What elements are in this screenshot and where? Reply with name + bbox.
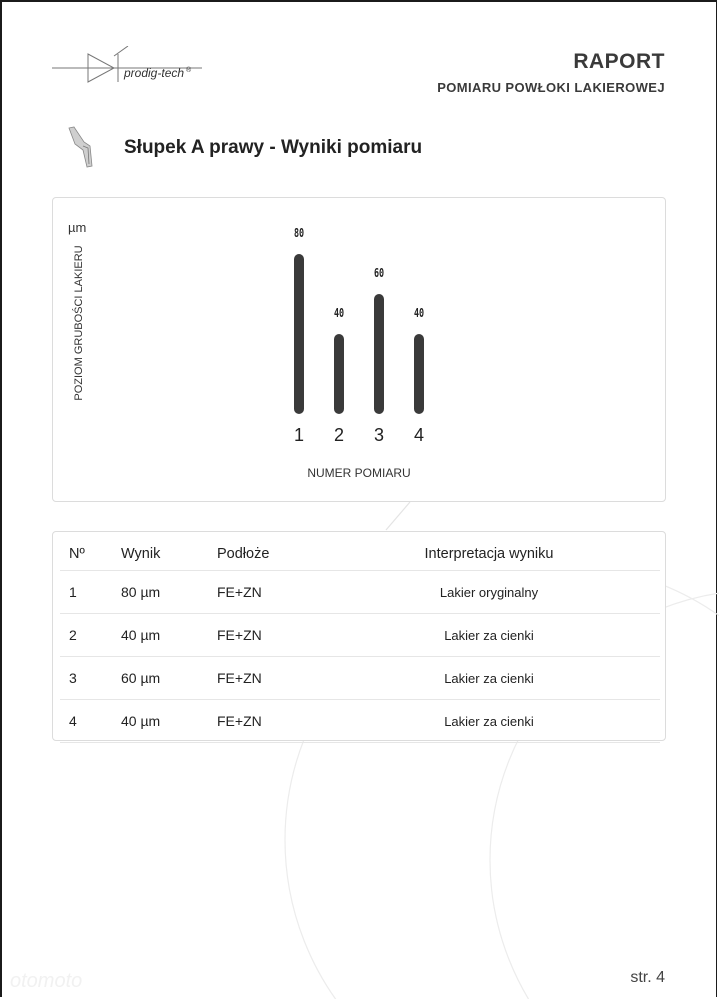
cell-interpretation: Lakier za cienki (318, 614, 660, 657)
chart-data-label-1: 80 (293, 226, 305, 240)
chart-tick-label-2: 2 (333, 425, 345, 445)
cell-substrate: FE+ZN (216, 614, 318, 657)
cell-substrate: FE+ZN (216, 571, 318, 614)
chart-bar-4 (414, 334, 424, 414)
results-table-card (52, 531, 666, 741)
cell-interpretation: Lakier za cienki (318, 700, 660, 743)
table-row (60, 571, 660, 614)
report-title: RAPORT (573, 50, 665, 73)
header-number: Nº (69, 546, 85, 562)
header-result: Wynik (121, 546, 161, 562)
cell-substrate: FE+ZN (216, 700, 318, 743)
table-row (60, 700, 660, 743)
results-table (60, 538, 660, 743)
cell-result: 40 µm (120, 700, 216, 743)
logo-text: prodig-tech ® (124, 66, 192, 80)
cell-number: 1 (60, 571, 120, 614)
header-interpretation: Interpretacja wyniku (424, 546, 554, 562)
cell-interpretation: Lakier oryginalny (318, 571, 660, 614)
table-header-row (60, 538, 660, 571)
chart-card (52, 197, 666, 502)
chart-data-label-4: 40 (413, 306, 425, 320)
watermark: otomoto (10, 970, 83, 992)
chart-tick-label-4: 4 (413, 425, 425, 445)
cell-result: 80 µm (120, 571, 216, 614)
cell-substrate: FE+ZN (216, 657, 318, 700)
chart-x-axis-label: NUMER POMIARU (307, 466, 411, 480)
chart-bar-3 (374, 294, 384, 414)
header-substrate: Podłoże (217, 546, 270, 562)
chart-bar-2 (334, 334, 344, 414)
chart-data-label-2: 40 (333, 306, 345, 320)
table-row (60, 614, 660, 657)
cell-number: 3 (60, 657, 120, 700)
report-subtitle: POMIARU POWŁOKI LAKIEROWEJ (437, 80, 665, 95)
cell-result: 40 µm (120, 614, 216, 657)
cell-interpretation: Lakier za cienki (318, 657, 660, 700)
cell-number: 4 (60, 700, 120, 743)
table-row (60, 657, 660, 700)
chart-tick-label-1: 1 (293, 425, 305, 445)
chart-unit: µm (68, 220, 87, 235)
page-number: str. 4 (630, 969, 665, 986)
car-pillar-icon (66, 126, 96, 168)
section-title: Słupek A prawy - Wyniki pomiaru (124, 137, 423, 158)
cell-number: 2 (60, 614, 120, 657)
chart-data-label-3: 60 (373, 266, 385, 280)
chart-bar-1 (294, 254, 304, 414)
chart-y-axis-label: POZIOM GRUBOŚCI LAKIERU (73, 245, 85, 401)
chart-tick-label-3: 3 (373, 425, 385, 445)
cell-result: 60 µm (120, 657, 216, 700)
